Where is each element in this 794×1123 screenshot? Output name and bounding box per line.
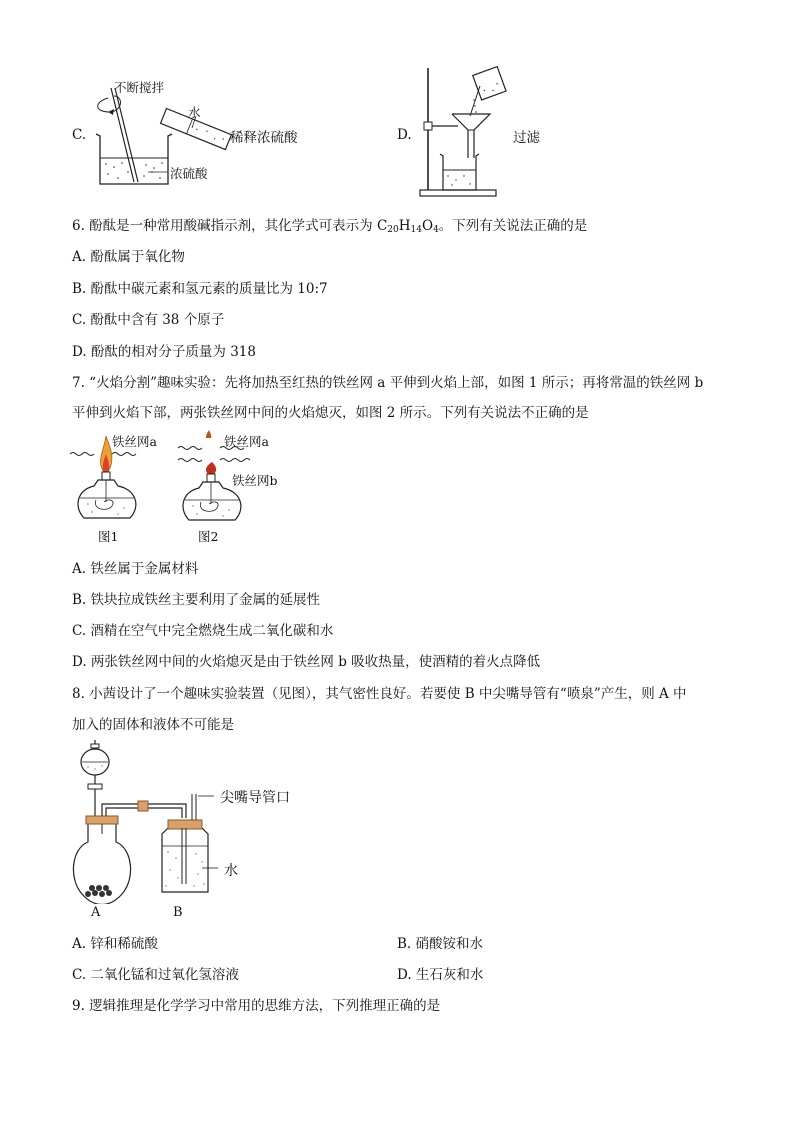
label-nozzle: 尖嘴导管口 [220,790,290,806]
q6-option-c: C. 酚酞中含有 38 个原子 [72,312,225,328]
q6-o: O [421,218,434,234]
q8-option-d: D. 生石灰和水 [397,967,484,983]
fig2-label-net-b: 铁丝网b [232,473,278,488]
q8-stem-line1: 8. 小茜设计了一个趣味实验装置（见图），其气密性良好。若要使 B 中尖嘴导管有“喷泉”产生，则 A 中 [72,686,687,702]
fig2-caption: 图2 [198,529,219,544]
q6-stem-pre: 6. 酚酞是一种常用酸碱指示剂，其化学式可表示为 C [72,218,388,234]
q9-stem: 9. 逻辑推理是化学学习中常用的思维方法，下列推理正确的是 [72,998,441,1014]
q6-option-a: A. 酚酞属于氧化物 [72,249,185,265]
q6-option-d: D. 酚酞的相对分子质量为 318 [72,344,256,360]
fig2-label-net-a: 铁丝网a [224,434,269,449]
q6-stem-post: 。下列有关说法正确的是 [438,218,588,234]
q6-sub-o: 4 [433,225,439,235]
label-conc-acid: 浓硫酸 [170,166,208,181]
caption-filtration: 过滤 [513,130,540,146]
label-stir: 不断搅拌 [114,80,165,95]
q7-option-d: D. 两张铁丝网中间的火焰熄灭是由于铁丝网 b 吸收热量，使酒精的着火点降低 [72,654,541,670]
q6-sub-c: 20 [387,225,399,235]
q7-stem-line2: 平伸到火焰下部，两张铁丝网中间的火焰熄灭，如图 2 所示。下列有关说法不正确的是 [72,405,589,421]
option-c-letter: C. [72,127,87,143]
q8-option-c: C. 二氧化锰和过氧化氢溶液 [72,967,239,983]
q8-option-b: B. 硝酸铵和水 [397,936,484,952]
filtration-figure [410,66,520,202]
q7-option-c: C. 酒精在空气中完全燃烧生成二氧化碳和水 [72,623,334,639]
fig1-label-net-a: 铁丝网a [112,434,157,449]
label-water: 水 [188,105,201,120]
q6-h: H [398,218,411,234]
q6-stem [72,214,587,235]
q7-stem-line1: 7. “火焰分割”趣味实验：先将加热至红热的铁丝网 a 平伸到火焰上部，如图 1 所示；再将常温的铁丝网 b [72,375,704,391]
label-water-b: 水 [224,863,238,879]
q6-option-b: B. 酚酞中碳元素和氢元素的质量比为 10:7 [72,281,328,297]
q8-option-a: A. 锌和稀硫酸 [72,936,158,952]
q8-stem-line2: 加入的固体和液体不可能是 [72,717,234,733]
option-d-letter: D. [397,127,412,143]
fig1-caption: 图1 [98,529,119,544]
q7-option-b: B. 铁块拉成铁丝主要利用了金属的延展性 [72,592,321,608]
q7-option-a: A. 铁丝属于金属材料 [72,561,199,577]
label-flask-a: A [91,905,101,920]
q6-sub-h: 14 [410,225,422,235]
caption-dilution: 稀释浓硫酸 [230,130,298,146]
fountain-apparatus-figure [66,738,236,904]
label-bottle-b: B [173,905,183,920]
